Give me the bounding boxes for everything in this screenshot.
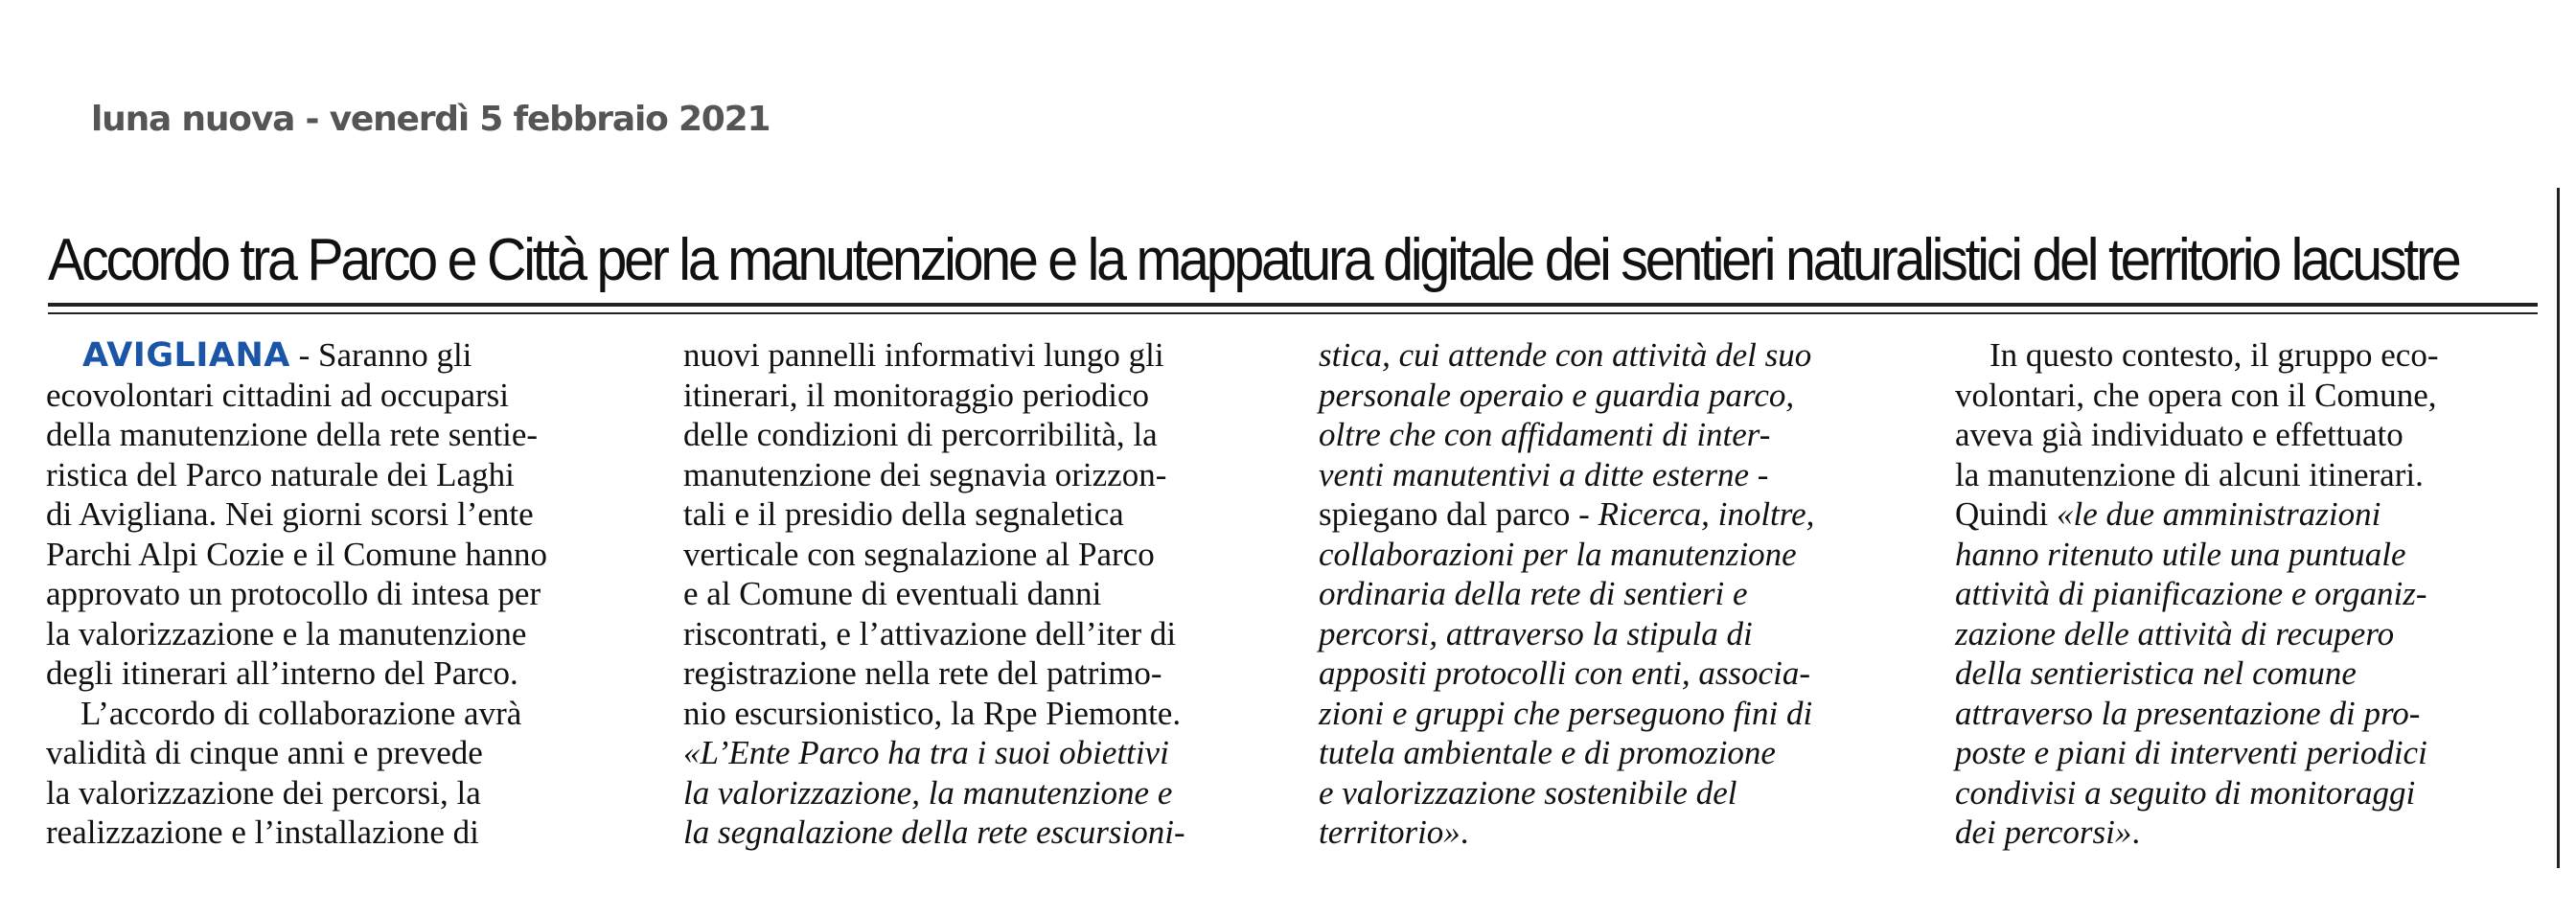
text-line: ecovolontari cittadini ad occuparsi [46,376,510,414]
text-line: oltre che con affidamenti di inter- [1319,416,1771,453]
text-line [1319,813,1913,853]
text-line: zazione delle attività di recupero [1955,614,2395,653]
text-segment: territorio» [1319,813,1460,851]
text-line: approvato un protocollo di intesa per [46,575,541,612]
article-column-4 [1955,335,2549,853]
text-line: personale operaio e guardia parco, [1319,376,1795,414]
text-line: poste e piani di interventi periodici [1955,734,2427,771]
text-line: tutela ambientale e di promozione [1319,734,1776,771]
text-segment: «le due amministrazioni [2056,495,2381,533]
text-line: ordinaria della rete di sentieri e [1319,575,1748,612]
text-line: percorsi, attraverso la stipula di [1319,614,1753,653]
text-line: manutenzione dei segnavia orizzon- [683,455,1167,493]
text-line: In questo contesto, il gruppo eco- [1990,336,2439,374]
text-line: condivisi a seguito di monitoraggi [1955,773,2416,812]
text-segment: spiegano dal parco - [1319,495,1598,533]
text-line: L’accordo di collaborazione avrà [80,694,522,732]
text-line: stica, cui attende con attività del suo [1319,336,1812,374]
text-segment: dei percorsi» [1955,813,2132,851]
text-line: e valorizzazione sostenibile del [1319,773,1737,812]
article-column-3 [1319,335,1913,853]
text-line: la valorizzazione dei percorsi, la [46,773,481,812]
text-line: nuovi pannelli informativi lungo gli [683,336,1164,374]
text-line: aveva già individuato e effettuato [1955,416,2404,453]
article-headline: Accordo tra Parco e Città per la manutenzione e la mappatura digitale dei sentieri naturalistici del territorio lacustre [48,227,2459,293]
headline-rule-thick [48,303,2538,307]
text-line: tali e il presidio della segnaletica [683,495,1124,533]
text-line: nio escursionistico, la Rpe Piemonte. [683,694,1182,732]
article-column-1 [46,335,611,853]
text-segment: - Saranno gli [289,336,472,374]
text-line: attraverso la presentazione di pro- [1955,694,2421,732]
text-line: riscontrati, e l’attivazione dell’iter di [683,614,1177,653]
text-segment: venti manutentivi a ditte esterne [1319,455,1750,493]
text-segment: . [2131,813,2141,851]
text-segment: . [1460,813,1469,851]
text-line: «L’Ente Parco ha tra i suoi obiettivi [683,734,1169,771]
text-line [1319,494,1913,535]
text-line: itinerari, il monitoraggio periodico [683,376,1149,414]
text-segment: - [1749,455,1769,493]
text-line: verticale con segnalazione al Parco [683,535,1155,573]
text-line: la segnalazione della rete escursioni- [683,813,1185,851]
masthead: luna nuova - venerdì 5 febbraio 2021 [91,100,770,139]
text-line: appositi protocolli con enti, associa- [1319,654,1810,692]
article-column-2 [683,335,1277,853]
text-line: la valorizzazione, la manutenzione e [683,773,1173,812]
headline-rule-thin [48,312,2538,314]
text-line: attività di pianificazione e organiz- [1955,575,2427,612]
text-segment: Quindi [1955,495,2057,533]
text-line [1955,494,2549,535]
text-line [46,335,611,376]
text-line: ristica del Parco naturale dei Laghi [46,455,515,493]
text-line: degli itinerari all’interno del Parco. [46,654,518,692]
text-line: la manutenzione di alcuni itinerari. [1955,455,2424,493]
text-line: di Avigliana. Nei giorni scorsi l’ente [46,495,534,533]
text-line [1955,813,2549,853]
text-line: Parchi Alpi Cozie e il Comune hanno [46,535,547,573]
text-segment: Ricerca, inoltre, [1598,495,1815,533]
dateline: AVIGLIANA [82,336,290,375]
text-line: collaborazioni per la manutenzione [1319,535,1797,573]
text-line: e al Comune di eventuali danni [683,575,1102,612]
text-line: delle condizioni di percorribilità, la [683,416,1158,453]
text-line: la valorizzazione e la manutenzione [46,614,527,653]
text-line: validità di cinque anni e prevede [46,734,483,771]
text-line: volontari, che opera con il Comune, [1955,376,2437,414]
text-line [1319,455,1913,495]
text-line: realizzazione e l’installazione di [46,813,479,851]
text-line: della manutenzione della rete sentie- [46,416,539,453]
text-line: della sentieristica nel comune [1955,654,2357,692]
text-line: registrazione nella rete del patrimo- [683,654,1162,692]
text-line: hanno ritenuto utile una puntuale [1955,535,2406,573]
text-line: zioni e gruppi che perseguono fini di [1319,694,1813,732]
column-rule-right [2557,188,2560,868]
